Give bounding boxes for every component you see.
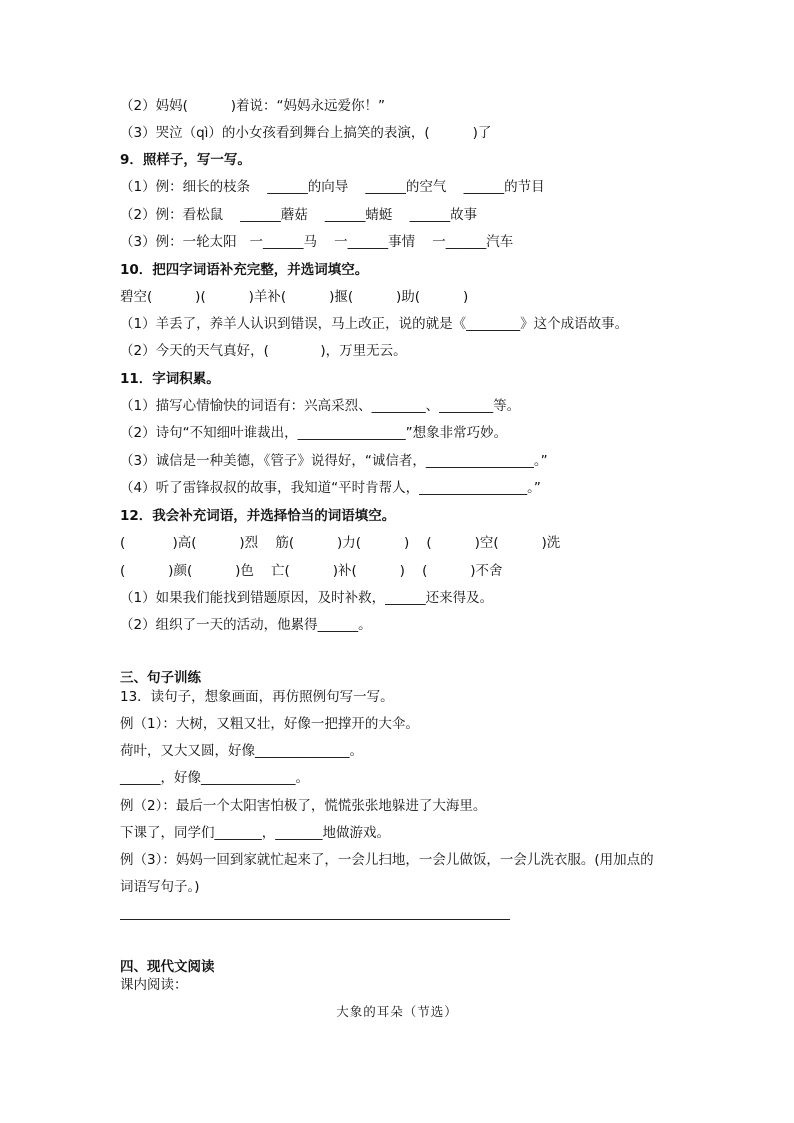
q8-item-2: （2）妈妈( )着说：“妈妈永远爱你！” bbox=[120, 98, 386, 114]
passage-title: 大象的耳朵（节选） bbox=[336, 1004, 458, 1019]
q11-heading: 11．字词积累。 bbox=[120, 371, 220, 387]
q10-item-2: （2）今天的天气真好，( )，万里无云。 bbox=[120, 343, 407, 359]
q12-row-1: ( )高( )烈 筋( )力( ) ( )空( )洗 bbox=[120, 535, 561, 551]
q10-heading: 10．把四字词语补充完整，并选词填空。 bbox=[120, 262, 369, 278]
q11-item-4: （4）听了雷锋叔叔的故事，我知道“平时肯帮人，________________。” bbox=[120, 480, 541, 496]
q11-item-2: （2）诗句“不知细叶谁裁出，________________”想象非常巧妙。 bbox=[120, 425, 508, 441]
q9-item-3: （3）例：一轮太阳 一______马 一______事情 一______汽车 bbox=[120, 234, 514, 250]
q13-heading: 13．读句子，想象画面，再仿照例句写一写。 bbox=[120, 689, 394, 705]
q10-item-1: （1）羊丢了，养羊人认识到错误，马上改正，说的就是《________》这个成语故事。 bbox=[120, 316, 629, 332]
q11-item-3: （3）诚信是一种美德，《管子》说得好，“诚信者，________________。” bbox=[120, 453, 548, 469]
q13-line-3: 下课了，同学们_______，_______地做游戏。 bbox=[120, 825, 390, 841]
q9-item-1: （1）例：细长的枝条 ______的向导 ______的空气 ______的节目 bbox=[120, 179, 545, 195]
answer-line bbox=[120, 919, 510, 920]
q13-example-3: 例（3）：妈妈一回到家就忙起来了，一会儿扫地，一会儿做饭，一会儿洗衣服。(用加点的 bbox=[120, 852, 654, 868]
q9-heading: 9．照样子，写一写。 bbox=[120, 152, 251, 168]
section-4-heading: 四、现代文阅读 bbox=[120, 959, 215, 975]
q9-item-2: （2）例：看松鼠 ______蘑菇 ______蜻蜓 ______故事 bbox=[120, 207, 478, 223]
q12-item-2: （2）组织了一天的活动，他累得______。 bbox=[120, 617, 372, 633]
q11-item-1: （1）描写心情愉快的词语有：兴高采烈、________、________等。 bbox=[120, 398, 521, 414]
reading-label: 课内阅读： bbox=[120, 977, 188, 993]
q8-item-3: （3）哭泣（qì）的小女孩看到舞台上搞笑的表演，( )了 bbox=[120, 125, 492, 141]
q13-example-1: 例（1）：大树，又粗又壮，好像一把撑开的大伞。 bbox=[120, 716, 419, 732]
section-3-heading: 三、句子训练 bbox=[120, 670, 201, 686]
q13-line-2: ______，好像______________。 bbox=[120, 770, 309, 786]
q12-heading: 12．我会补充词语，并选择恰当的词语填空。 bbox=[120, 508, 396, 524]
q13-line-1: 荷叶，又大又圆，好像______________。 bbox=[120, 743, 363, 759]
q13-example-3-cont: 词语写句子。) bbox=[120, 879, 200, 895]
q12-item-1: （1）如果我们能找到错题原因，及时补救，______还来得及。 bbox=[120, 590, 494, 606]
q13-example-2: 例（2）：最后一个太阳害怕极了，慌慌张张地躲进了大海里。 bbox=[120, 798, 487, 814]
q10-idioms: 碧空( )( )羊补( )揠( )助( ) bbox=[120, 289, 469, 305]
q12-row-2: ( )颜( )色 亡( )补( ) ( )不舍 bbox=[120, 563, 503, 579]
